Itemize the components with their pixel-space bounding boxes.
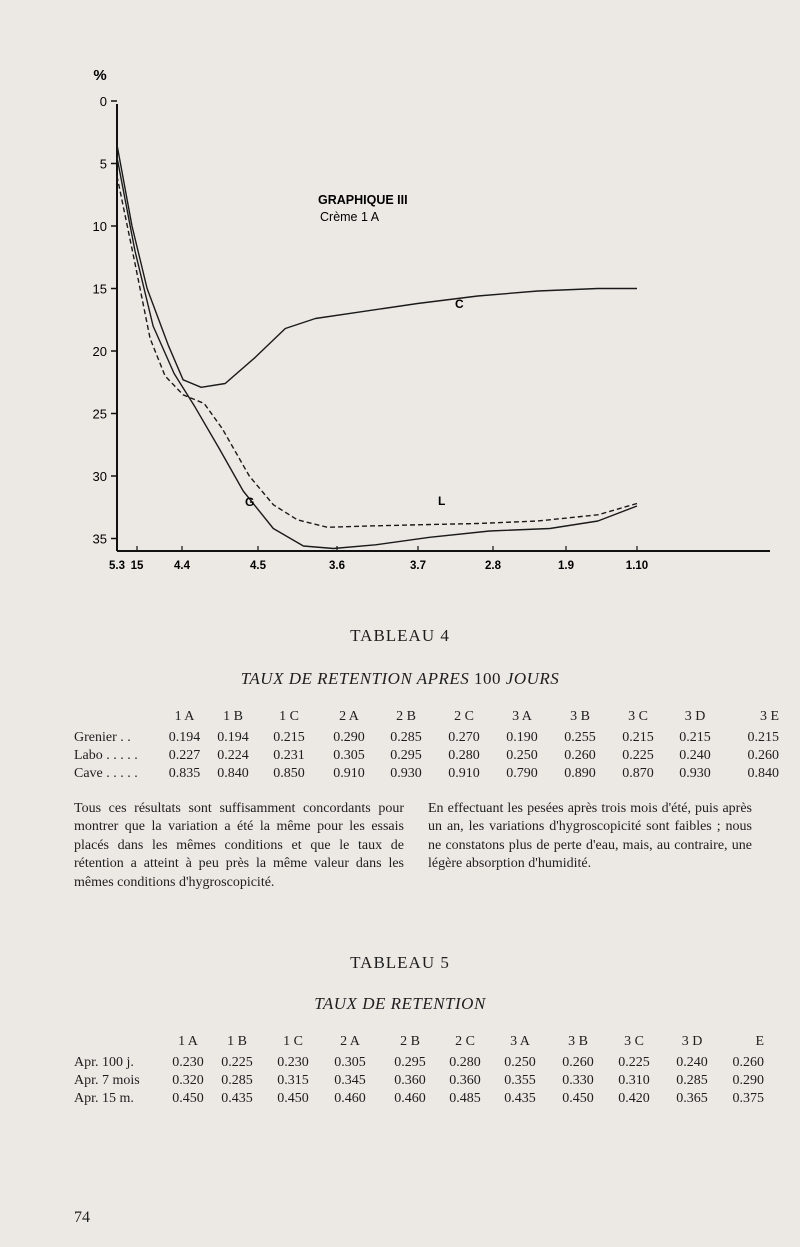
table-row [74,1054,764,1072]
y-tick-label: 25 [92,406,107,422]
column-header: 1 C [283,1034,303,1049]
column-header: 3 A [512,709,532,724]
table-cell: 0.910 [448,766,480,781]
y-axis-ticks [93,94,117,547]
y-tick-label: 30 [92,469,107,484]
x-tick-label: 5.3 [109,560,125,572]
table-cell: 0.231 [273,748,305,763]
chart-subtitle: Crème 1 A [320,210,380,224]
column-header: 2 C [454,709,474,724]
y-axis-unit: % [93,67,107,84]
table-cell: 0.194 [168,730,201,745]
table-cell: 0.290 [732,1073,764,1088]
tableau-4-table [74,705,779,783]
column-header: 3 B [568,1034,588,1049]
tableau-4-subtitle-a: TAUX DE RETENTION APRES [240,669,470,688]
y-tick-label: 20 [92,344,107,359]
table-cell: 0.930 [679,766,711,781]
table-cell: 0.290 [333,730,365,745]
table-cell: 0.460 [334,1091,366,1106]
table-cell: 0.450 [562,1091,594,1106]
table-cell: 0.225 [618,1055,650,1070]
table-cell: 0.450 [277,1091,309,1106]
x-tick-label: 4.4 [174,560,190,572]
column-header: 1 B [227,1034,247,1049]
table-cell: 0.460 [394,1091,426,1106]
tableau-5-table [74,1030,764,1108]
x-tick-label: 2.8 [485,560,501,572]
curve-label-l: L [438,494,446,508]
column-header: 1 B [223,709,243,724]
table-cell: 0.190 [506,730,538,745]
x-tick-label: 1.10 [625,560,649,572]
x-axis-ticks [109,546,648,572]
table-cell: 0.365 [676,1091,708,1106]
column-header: 1 C [279,709,299,724]
table-cell: 0.227 [168,748,201,763]
chart-axes [117,104,770,551]
table-cell: 0.435 [504,1091,536,1106]
y-tick-label: 15 [92,281,107,297]
table-cell: 0.420 [618,1091,650,1106]
table-row [74,1072,764,1090]
table-cell: 0.890 [564,766,596,781]
row-label: Grenier . . [74,730,131,745]
column-header: 3 C [624,1034,644,1049]
table-cell: 0.435 [221,1091,253,1106]
table-row [74,747,779,765]
x-tick-label: 15 [130,560,144,572]
table-header-row [74,705,779,729]
table-cell: 0.360 [449,1073,481,1088]
column-header: 3 D [681,1034,703,1049]
tableau-5-subtitle: TAUX DE RETENTION [314,994,486,1013]
table-cell: 0.320 [172,1073,204,1088]
table-cell: 0.215 [679,730,711,745]
table-cell: 0.250 [506,748,538,763]
table-cell: 0.260 [562,1055,594,1070]
table-cell: 0.215 [747,730,779,745]
table-cell: 0.224 [217,748,249,763]
column-header: 2 B [400,1034,420,1049]
column-header: 3 B [570,709,590,724]
column-header: 2 A [340,1034,360,1049]
right-paragraph: En effectuant les pesées après trois mois d'été, puis après un an, les variations d'hygroscopicité sont faibles ; nous ne constatons plus de perte d'eau, mais, au contraire, une légère absorption d'humidité. [428,801,752,872]
table-cell: 0.835 [168,766,201,781]
table-cell: 0.280 [449,1055,481,1070]
table-cell: 0.285 [390,730,422,745]
table-cell: 0.260 [732,1055,764,1070]
column-header: 2 A [339,709,359,724]
column-header: 3 A [510,1034,530,1049]
table-cell: 0.840 [217,766,249,781]
table-cell: 0.194 [217,730,249,745]
tableau-4-subtitle-b: JOURS [505,669,560,688]
table-cell: 0.225 [221,1055,253,1070]
table-cell: 0.255 [564,730,596,745]
table-cell: 0.330 [562,1073,594,1088]
table-cell: 0.250 [504,1055,536,1070]
row-label: Apr. 15 m. [74,1091,134,1106]
graphique-3-chart [0,0,800,600]
table-cell: 0.230 [277,1055,309,1070]
table-cell: 0.930 [390,766,422,781]
table-cell: 0.355 [504,1073,536,1088]
column-header: 1 A [178,1034,198,1049]
y-tick-label: 35 [92,531,107,547]
table-cell: 0.270 [448,730,480,745]
table-cell: 0.215 [273,730,305,745]
table-row [74,729,779,747]
row-label: Cave . . . . . [74,766,138,781]
x-tick-label: 4.5 [250,560,266,572]
table-cell: 0.850 [273,766,305,781]
y-tick-label: 10 [92,219,107,234]
series-line-c [117,145,637,387]
table-cell: 0.295 [394,1055,426,1070]
column-header: 3 D [684,709,706,724]
series-line-g [117,176,637,527]
table-cell: 0.225 [622,748,654,763]
table-cell: 0.280 [448,748,480,763]
table-cell: 0.285 [676,1073,708,1088]
table-cell: 0.345 [334,1073,366,1088]
table-cell: 0.240 [679,748,711,763]
row-label: Labo . . . . . [74,748,138,763]
table-cell: 0.215 [622,730,654,745]
y-tick-label: 5 [99,156,107,172]
column-header: 3 E [759,709,779,724]
curve-label-g: G [245,495,255,509]
table-cell: 0.240 [676,1055,708,1070]
page-number: 74 [74,1209,90,1226]
tableau-4-subtitle-num: 100 [474,669,502,688]
table-cell: 0.305 [334,1055,366,1070]
table-cell: 0.910 [333,766,365,781]
table-header-row [74,1030,764,1054]
table-cell: 0.375 [732,1091,764,1106]
table-cell: 0.310 [618,1073,650,1088]
y-tick-label: 0 [99,94,107,109]
tableau-4-title: TABLEAU 4 [350,626,450,645]
row-label: Apr. 7 mois [74,1073,140,1088]
x-tick-label: 3.7 [410,560,426,572]
x-tick-label: 3.6 [329,560,345,572]
table-cell: 0.260 [747,748,779,763]
table-cell: 0.230 [172,1055,204,1070]
table-row [74,765,779,783]
table-cell: 0.305 [333,748,365,763]
column-header: 2 C [455,1034,475,1049]
tableau-4-subtitle [0,669,800,689]
left-paragraph: Tous ces résultats sont suffisamment concordants pour montrer que la variation a été la même pour les essais placés dans les mêmes conditions et que le taux de rétention a atteint à peu près la même valeur dans les mêmes conditions d'hygroscopicité. [74,801,404,890]
column-header: 2 B [396,709,416,724]
table-cell: 0.450 [172,1091,204,1106]
table-cell: 0.870 [622,766,654,781]
x-tick-label: 1.9 [558,560,574,572]
table-cell: 0.360 [394,1073,426,1088]
table-cell: 0.315 [277,1073,309,1088]
table-cell: 0.790 [506,766,538,781]
table-cell: 0.485 [449,1091,481,1106]
table-cell: 0.285 [221,1073,253,1088]
column-header: 3 C [628,709,648,724]
table-cell: 0.295 [390,748,422,763]
table-cell: 0.260 [564,748,596,763]
table-cell: 0.840 [747,766,779,781]
column-header: E [755,1034,764,1049]
column-header: 1 A [174,709,195,724]
chart-title: GRAPHIQUE III [318,193,408,207]
tableau-5-title: TABLEAU 5 [350,953,450,972]
row-label: Apr. 100 j. [74,1055,134,1070]
curve-label-c: C [455,297,464,311]
table-row [74,1090,764,1108]
